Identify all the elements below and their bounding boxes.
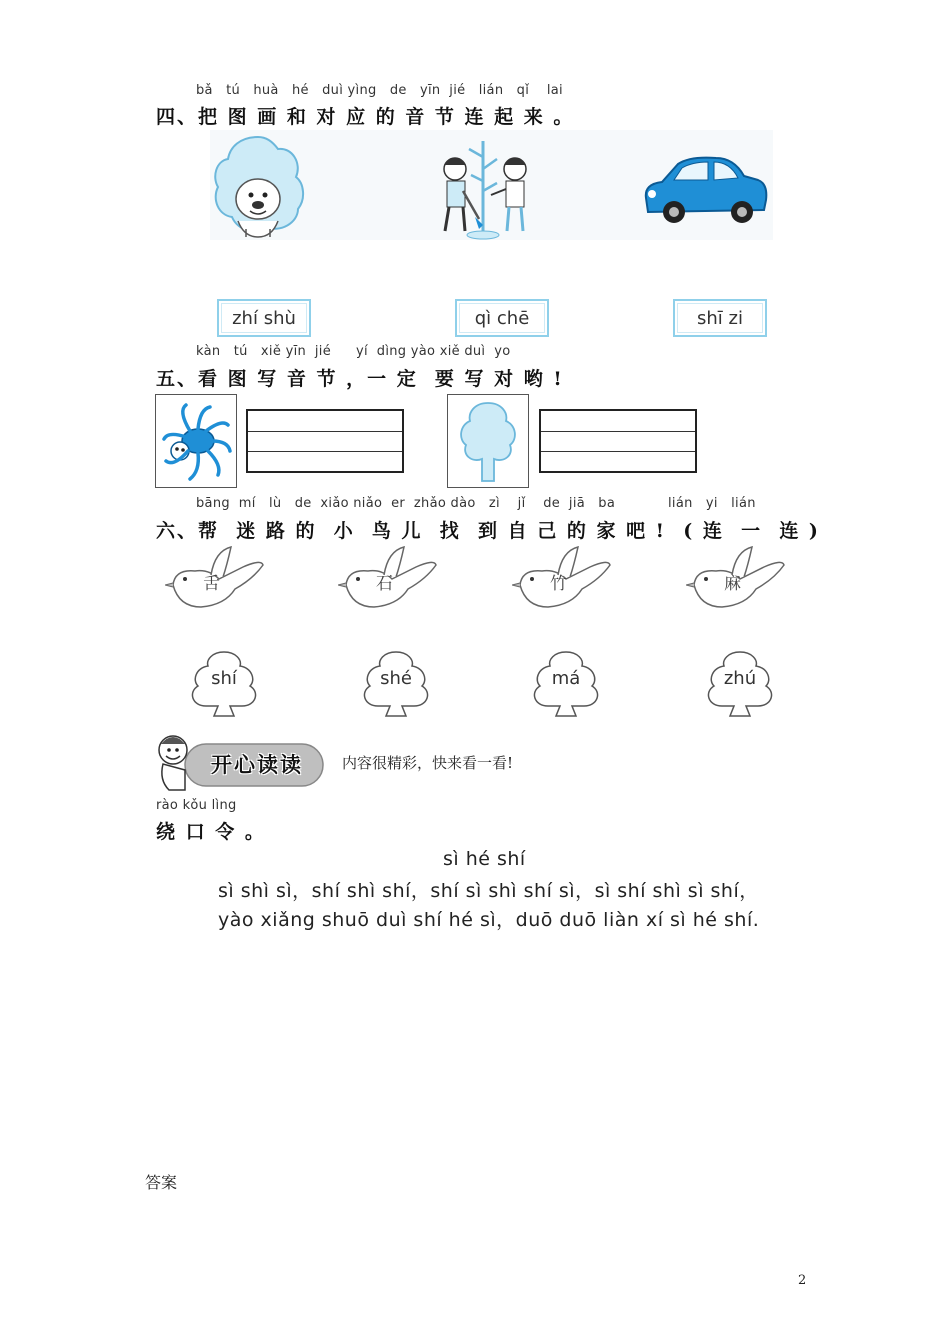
page-number: 2 [798,1273,807,1288]
section5-title: 五、看 图 写 音 节 ，一 定 要 写 对 哟 ! [156,368,564,390]
tree-syllable: shí [211,668,237,689]
banner-tagline: 内容很精彩，快来看一看! [342,754,514,772]
bird-1[interactable] [165,545,265,617]
bird-character: 竹 [550,574,567,594]
bird-character: 石 [376,574,393,594]
spider-writing-box[interactable] [246,409,404,473]
tree-1[interactable] [184,648,264,720]
syllable-box-2: qì chē [455,299,549,337]
tongue-twister-title: sì hé shí [443,848,526,870]
tree-syllable: má [551,668,581,689]
syllable-box-1: zhí shù [217,299,311,337]
planting-tree-image [425,133,535,241]
tree-picture-frame [447,394,529,488]
bird-2[interactable] [338,545,438,617]
spider-image [156,395,236,487]
spider-picture-frame [155,394,237,488]
bird-character: 麻 [724,574,741,594]
reading-title: 绕 口 令 。 [156,821,266,843]
bird-3[interactable] [512,545,612,617]
lion-image [210,133,306,241]
section6-pinyin-tail: lián yi lián [668,496,756,511]
section5-pinyin-right: yí dìng yào xiě duì yo [356,344,511,359]
reading-pinyin: rào kǒu lìng [156,798,237,813]
tongue-twister-line-2: yào xiǎng shuō duì shí hé sì，duō duō liàn xí sì hé shí. [218,909,760,931]
section5-pinyin-left: kàn tú xiě yīn jié [196,344,332,359]
section6-title: 六、帮 迷 路 的 小 鸟 儿 找 到 自 己 的 家 吧 ! ( 连 一 连 ) [156,520,820,542]
tree-writing-box[interactable] [539,409,697,473]
tongue-twister-line-1: sì shì sì，shí shì shí，shí sì shì shí sì，sì shí shì sì shí， [218,880,759,902]
banner-label: 开心读读 [211,753,303,777]
tree-4[interactable] [700,648,780,720]
syllable-box-3: shī zi [673,299,767,337]
tree-image [448,395,528,487]
tree-syllable: zhú [723,668,757,689]
car-image [638,150,772,228]
happy-reading-banner [155,730,325,792]
answer-label: 答案 [145,1173,178,1192]
section6-pinyin: bāng mí lù de xiǎo niǎo er zhǎo dào zì jǐ de jiā ba [196,496,616,511]
bird-character: 舌 [203,574,220,594]
bird-4[interactable] [686,545,786,617]
section4-pinyin: bǎ tú huà hé duì yìng de yīn jié lián qǐ lai [196,83,563,98]
tree-3[interactable] [526,648,606,720]
section4-title: 四、把 图 画 和 对 应 的 音 节 连 起 来 。 [156,106,575,128]
tree-2[interactable] [356,648,436,720]
tree-syllable: shé [380,668,412,689]
